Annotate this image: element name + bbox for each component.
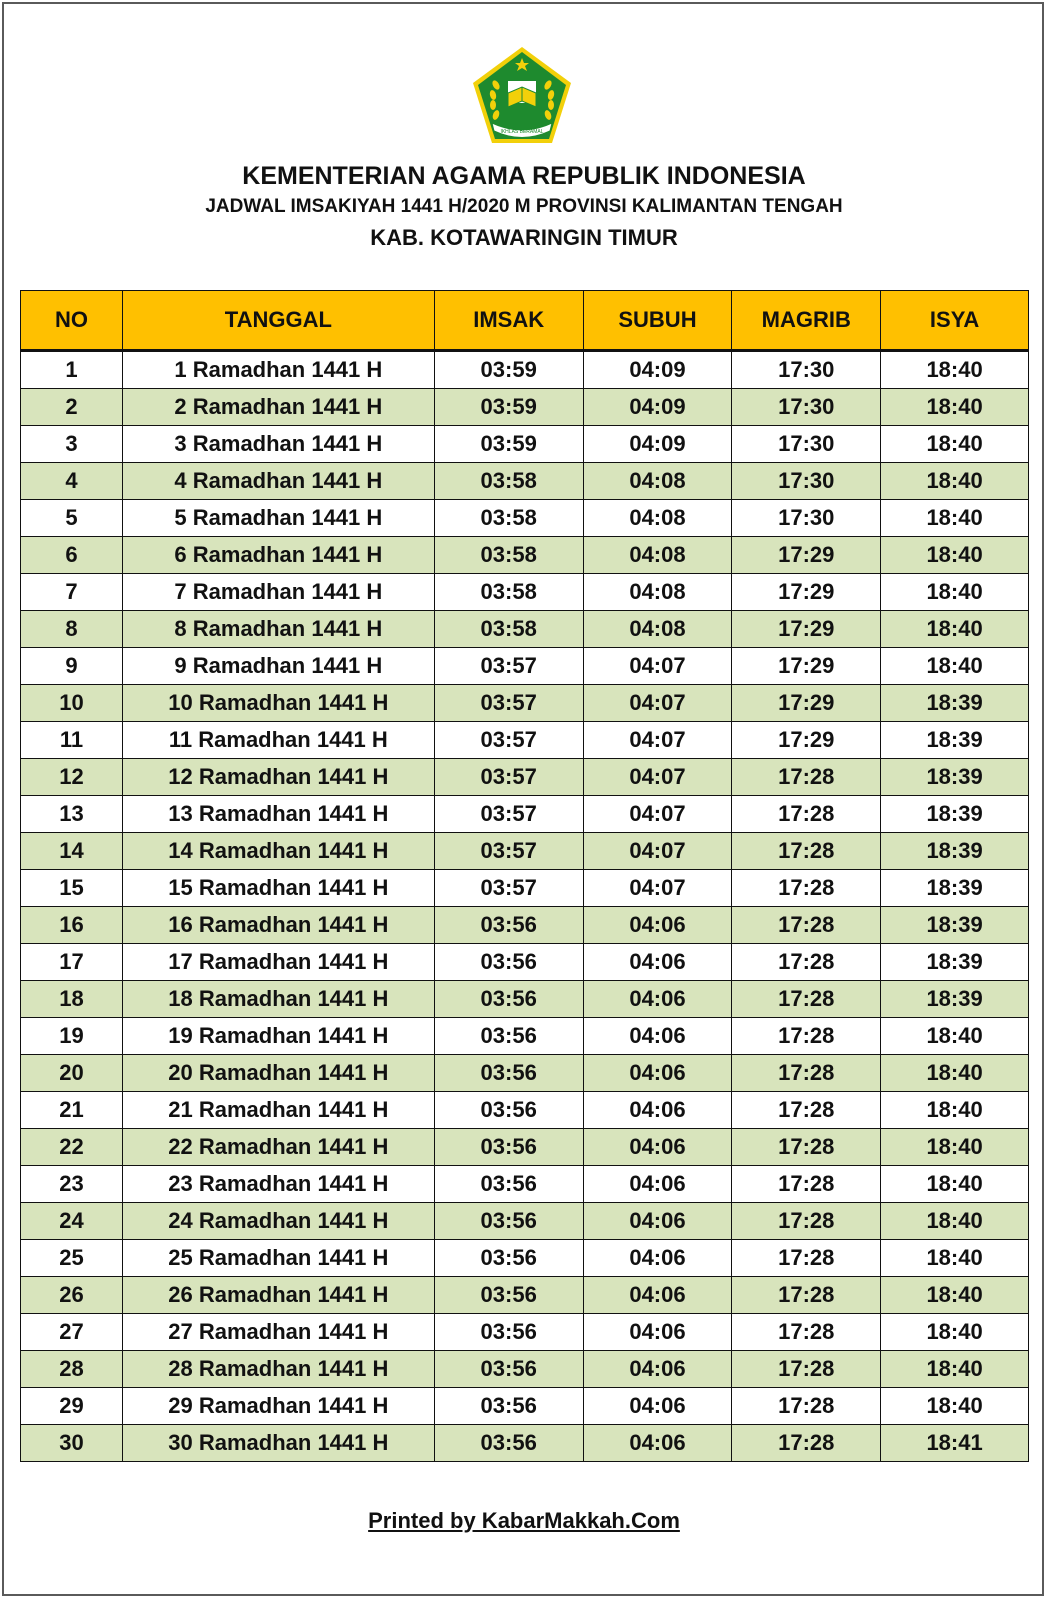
- cell-imsak: 03:56: [434, 1018, 583, 1055]
- cell-magrib: 17:28: [732, 944, 881, 981]
- cell-subuh: 04:06: [583, 1203, 732, 1240]
- cell-imsak: 03:59: [434, 351, 583, 389]
- title-block: [0, 160, 1048, 254]
- table-row: [21, 1240, 1029, 1277]
- cell-imsak: 03:58: [434, 537, 583, 574]
- cell-tanggal: 22 Ramadhan 1441 H: [122, 1129, 434, 1166]
- cell-magrib: 17:28: [732, 1092, 881, 1129]
- column-header-magrib: MAGRIB: [732, 291, 881, 351]
- cell-isya: 18:40: [881, 1277, 1029, 1314]
- table-row: [21, 500, 1029, 537]
- cell-no: 27: [21, 1314, 123, 1351]
- imsakiyah-table: [20, 290, 1029, 1462]
- cell-magrib: 17:30: [732, 351, 881, 389]
- cell-magrib: 17:29: [732, 648, 881, 685]
- cell-no: 4: [21, 463, 123, 500]
- cell-magrib: 17:28: [732, 1277, 881, 1314]
- table-row: [21, 426, 1029, 463]
- cell-isya: 18:40: [881, 500, 1029, 537]
- table-row: [21, 1388, 1029, 1425]
- cell-isya: 18:40: [881, 574, 1029, 611]
- cell-magrib: 17:29: [732, 685, 881, 722]
- cell-subuh: 04:07: [583, 796, 732, 833]
- cell-magrib: 17:28: [732, 796, 881, 833]
- cell-no: 16: [21, 907, 123, 944]
- table-row: [21, 648, 1029, 685]
- cell-tanggal: 8 Ramadhan 1441 H: [122, 611, 434, 648]
- cell-magrib: 17:28: [732, 1240, 881, 1277]
- cell-isya: 18:40: [881, 1129, 1029, 1166]
- cell-imsak: 03:56: [434, 1388, 583, 1425]
- cell-imsak: 03:57: [434, 685, 583, 722]
- cell-imsak: 03:56: [434, 1277, 583, 1314]
- cell-subuh: 04:06: [583, 981, 732, 1018]
- table-row: [21, 1166, 1029, 1203]
- cell-tanggal: 1 Ramadhan 1441 H: [122, 351, 434, 389]
- table-row: [21, 1055, 1029, 1092]
- cell-tanggal: 19 Ramadhan 1441 H: [122, 1018, 434, 1055]
- cell-no: 29: [21, 1388, 123, 1425]
- table-row: [21, 685, 1029, 722]
- table-row: [21, 944, 1029, 981]
- cell-no: 28: [21, 1351, 123, 1388]
- cell-tanggal: 4 Ramadhan 1441 H: [122, 463, 434, 500]
- cell-magrib: 17:28: [732, 1314, 881, 1351]
- cell-no: 11: [21, 722, 123, 759]
- table-row: [21, 463, 1029, 500]
- cell-no: 20: [21, 1055, 123, 1092]
- table-row: [21, 574, 1029, 611]
- cell-isya: 18:41: [881, 1425, 1029, 1462]
- cell-no: 22: [21, 1129, 123, 1166]
- table-row: [21, 351, 1029, 389]
- cell-isya: 18:39: [881, 981, 1029, 1018]
- cell-no: 23: [21, 1166, 123, 1203]
- cell-imsak: 03:56: [434, 981, 583, 1018]
- cell-subuh: 04:08: [583, 500, 732, 537]
- cell-subuh: 04:09: [583, 426, 732, 463]
- kemenag-emblem-icon: [470, 45, 574, 147]
- cell-subuh: 04:07: [583, 833, 732, 870]
- cell-isya: 18:40: [881, 1240, 1029, 1277]
- table-row: [21, 981, 1029, 1018]
- cell-imsak: 03:57: [434, 870, 583, 907]
- cell-isya: 18:40: [881, 1351, 1029, 1388]
- cell-imsak: 03:57: [434, 759, 583, 796]
- cell-isya: 18:39: [881, 833, 1029, 870]
- table-row: [21, 537, 1029, 574]
- table-row: [21, 833, 1029, 870]
- column-header-imsak: IMSAK: [434, 291, 583, 351]
- cell-no: 26: [21, 1277, 123, 1314]
- cell-magrib: 17:28: [732, 1129, 881, 1166]
- cell-tanggal: 14 Ramadhan 1441 H: [122, 833, 434, 870]
- table-row: [21, 907, 1029, 944]
- cell-tanggal: 7 Ramadhan 1441 H: [122, 574, 434, 611]
- cell-tanggal: 15 Ramadhan 1441 H: [122, 870, 434, 907]
- cell-no: 18: [21, 981, 123, 1018]
- printed-by-credit: Printed by KabarMakkah.Com: [368, 1508, 680, 1533]
- cell-no: 6: [21, 537, 123, 574]
- cell-imsak: 03:57: [434, 722, 583, 759]
- cell-no: 21: [21, 1092, 123, 1129]
- cell-imsak: 03:56: [434, 944, 583, 981]
- cell-subuh: 04:08: [583, 611, 732, 648]
- cell-magrib: 17:30: [732, 500, 881, 537]
- cell-no: 9: [21, 648, 123, 685]
- cell-tanggal: 27 Ramadhan 1441 H: [122, 1314, 434, 1351]
- cell-subuh: 04:07: [583, 870, 732, 907]
- cell-tanggal: 11 Ramadhan 1441 H: [122, 722, 434, 759]
- cell-no: 13: [21, 796, 123, 833]
- cell-subuh: 04:06: [583, 1351, 732, 1388]
- cell-tanggal: 12 Ramadhan 1441 H: [122, 759, 434, 796]
- cell-imsak: 03:56: [434, 907, 583, 944]
- cell-magrib: 17:28: [732, 833, 881, 870]
- cell-isya: 18:40: [881, 1018, 1029, 1055]
- cell-subuh: 04:06: [583, 1240, 732, 1277]
- table-row: [21, 1314, 1029, 1351]
- cell-isya: 18:39: [881, 759, 1029, 796]
- cell-isya: 18:40: [881, 1203, 1029, 1240]
- cell-subuh: 04:06: [583, 1018, 732, 1055]
- cell-tanggal: 20 Ramadhan 1441 H: [122, 1055, 434, 1092]
- cell-subuh: 04:08: [583, 574, 732, 611]
- cell-isya: 18:40: [881, 537, 1029, 574]
- table-row: [21, 611, 1029, 648]
- cell-subuh: 04:08: [583, 537, 732, 574]
- cell-tanggal: 24 Ramadhan 1441 H: [122, 1203, 434, 1240]
- cell-isya: 18:40: [881, 426, 1029, 463]
- cell-isya: 18:39: [881, 796, 1029, 833]
- cell-tanggal: 23 Ramadhan 1441 H: [122, 1166, 434, 1203]
- cell-no: 3: [21, 426, 123, 463]
- table-row: [21, 1018, 1029, 1055]
- cell-tanggal: 29 Ramadhan 1441 H: [122, 1388, 434, 1425]
- cell-imsak: 03:59: [434, 426, 583, 463]
- cell-magrib: 17:29: [732, 611, 881, 648]
- cell-magrib: 17:28: [732, 1388, 881, 1425]
- cell-imsak: 03:58: [434, 463, 583, 500]
- cell-magrib: 17:30: [732, 389, 881, 426]
- cell-isya: 18:39: [881, 907, 1029, 944]
- cell-imsak: 03:56: [434, 1129, 583, 1166]
- cell-no: 14: [21, 833, 123, 870]
- table-row: [21, 1351, 1029, 1388]
- cell-subuh: 04:07: [583, 648, 732, 685]
- cell-tanggal: 9 Ramadhan 1441 H: [122, 648, 434, 685]
- cell-subuh: 04:06: [583, 944, 732, 981]
- cell-tanggal: 30 Ramadhan 1441 H: [122, 1425, 434, 1462]
- cell-tanggal: 13 Ramadhan 1441 H: [122, 796, 434, 833]
- cell-no: 25: [21, 1240, 123, 1277]
- cell-isya: 18:40: [881, 1055, 1029, 1092]
- page-title: KEMENTERIAN AGAMA REPUBLIK INDONESIA: [242, 162, 806, 190]
- cell-isya: 18:40: [881, 611, 1029, 648]
- cell-isya: 18:40: [881, 1314, 1029, 1351]
- cell-imsak: 03:57: [434, 833, 583, 870]
- cell-imsak: 03:56: [434, 1425, 583, 1462]
- cell-no: 2: [21, 389, 123, 426]
- cell-imsak: 03:56: [434, 1092, 583, 1129]
- cell-subuh: 04:09: [583, 351, 732, 389]
- cell-magrib: 17:29: [732, 574, 881, 611]
- cell-magrib: 17:28: [732, 907, 881, 944]
- table-row: [21, 722, 1029, 759]
- cell-magrib: 17:28: [732, 759, 881, 796]
- cell-tanggal: 17 Ramadhan 1441 H: [122, 944, 434, 981]
- table-row: [21, 1277, 1029, 1314]
- cell-subuh: 04:06: [583, 1314, 732, 1351]
- cell-tanggal: 6 Ramadhan 1441 H: [122, 537, 434, 574]
- table-row: [21, 796, 1029, 833]
- cell-imsak: 03:56: [434, 1055, 583, 1092]
- cell-magrib: 17:29: [732, 537, 881, 574]
- cell-no: 8: [21, 611, 123, 648]
- cell-tanggal: 21 Ramadhan 1441 H: [122, 1092, 434, 1129]
- cell-magrib: 17:28: [732, 981, 881, 1018]
- cell-isya: 18:40: [881, 463, 1029, 500]
- column-header-isya: ISYA: [881, 291, 1029, 351]
- cell-no: 7: [21, 574, 123, 611]
- cell-imsak: 03:56: [434, 1203, 583, 1240]
- cell-isya: 18:40: [881, 1166, 1029, 1203]
- cell-imsak: 03:58: [434, 500, 583, 537]
- cell-imsak: 03:56: [434, 1351, 583, 1388]
- cell-no: 10: [21, 685, 123, 722]
- cell-imsak: 03:57: [434, 796, 583, 833]
- cell-no: 30: [21, 1425, 123, 1462]
- cell-imsak: 03:58: [434, 574, 583, 611]
- cell-magrib: 17:28: [732, 1425, 881, 1462]
- cell-imsak: 03:57: [434, 648, 583, 685]
- cell-subuh: 04:07: [583, 722, 732, 759]
- cell-tanggal: 16 Ramadhan 1441 H: [122, 907, 434, 944]
- cell-subuh: 04:06: [583, 1092, 732, 1129]
- cell-subuh: 04:06: [583, 1129, 732, 1166]
- cell-isya: 18:40: [881, 1092, 1029, 1129]
- cell-subuh: 04:07: [583, 759, 732, 796]
- cell-isya: 18:39: [881, 722, 1029, 759]
- table-body: [21, 351, 1029, 1462]
- cell-imsak: 03:59: [434, 389, 583, 426]
- cell-tanggal: 5 Ramadhan 1441 H: [122, 500, 434, 537]
- page-subtitle: JADWAL IMSAKIYAH 1441 H/2020 M PROVINSI KALIMANTAN TENGAH: [205, 196, 843, 217]
- cell-magrib: 17:30: [732, 426, 881, 463]
- cell-magrib: 17:28: [732, 1166, 881, 1203]
- cell-isya: 18:39: [881, 685, 1029, 722]
- table-row: [21, 389, 1029, 426]
- cell-subuh: 04:06: [583, 1425, 732, 1462]
- table-row: [21, 759, 1029, 796]
- cell-subuh: 04:08: [583, 463, 732, 500]
- cell-no: 1: [21, 351, 123, 389]
- table-row: [21, 1092, 1029, 1129]
- cell-tanggal: 2 Ramadhan 1441 H: [122, 389, 434, 426]
- table-header-row: [21, 291, 1029, 351]
- cell-isya: 18:40: [881, 1388, 1029, 1425]
- column-header-tanggal: TANGGAL: [122, 291, 434, 351]
- cell-imsak: 03:58: [434, 611, 583, 648]
- cell-tanggal: 10 Ramadhan 1441 H: [122, 685, 434, 722]
- cell-no: 24: [21, 1203, 123, 1240]
- cell-no: 15: [21, 870, 123, 907]
- cell-imsak: 03:56: [434, 1240, 583, 1277]
- table-row: [21, 1203, 1029, 1240]
- cell-subuh: 04:06: [583, 907, 732, 944]
- cell-magrib: 17:28: [732, 870, 881, 907]
- cell-subuh: 04:06: [583, 1166, 732, 1203]
- cell-tanggal: 26 Ramadhan 1441 H: [122, 1277, 434, 1314]
- cell-isya: 18:40: [881, 389, 1029, 426]
- cell-imsak: 03:56: [434, 1166, 583, 1203]
- cell-tanggal: 28 Ramadhan 1441 H: [122, 1351, 434, 1388]
- cell-no: 19: [21, 1018, 123, 1055]
- cell-magrib: 17:30: [732, 463, 881, 500]
- cell-magrib: 17:28: [732, 1351, 881, 1388]
- cell-isya: 18:39: [881, 944, 1029, 981]
- column-header-no: NO: [21, 291, 123, 351]
- cell-subuh: 04:09: [583, 389, 732, 426]
- cell-no: 12: [21, 759, 123, 796]
- cell-tanggal: 3 Ramadhan 1441 H: [122, 426, 434, 463]
- cell-isya: 18:39: [881, 870, 1029, 907]
- cell-tanggal: 25 Ramadhan 1441 H: [122, 1240, 434, 1277]
- cell-no: 5: [21, 500, 123, 537]
- cell-magrib: 17:28: [732, 1203, 881, 1240]
- cell-subuh: 04:07: [583, 685, 732, 722]
- logo-motto: IKHLAS BERAMAL: [500, 129, 544, 135]
- table-row: [21, 1129, 1029, 1166]
- cell-subuh: 04:06: [583, 1277, 732, 1314]
- cell-magrib: 17:28: [732, 1055, 881, 1092]
- cell-tanggal: 18 Ramadhan 1441 H: [122, 981, 434, 1018]
- region-title: KAB. KOTAWARINGIN TIMUR: [370, 225, 678, 250]
- cell-imsak: 03:56: [434, 1314, 583, 1351]
- table-row: [21, 1425, 1029, 1462]
- cell-magrib: 17:29: [732, 722, 881, 759]
- cell-subuh: 04:06: [583, 1055, 732, 1092]
- cell-no: 17: [21, 944, 123, 981]
- cell-magrib: 17:28: [732, 1018, 881, 1055]
- cell-subuh: 04:06: [583, 1388, 732, 1425]
- cell-isya: 18:40: [881, 351, 1029, 389]
- column-header-subuh: SUBUH: [583, 291, 732, 351]
- table-row: [21, 870, 1029, 907]
- cell-isya: 18:40: [881, 648, 1029, 685]
